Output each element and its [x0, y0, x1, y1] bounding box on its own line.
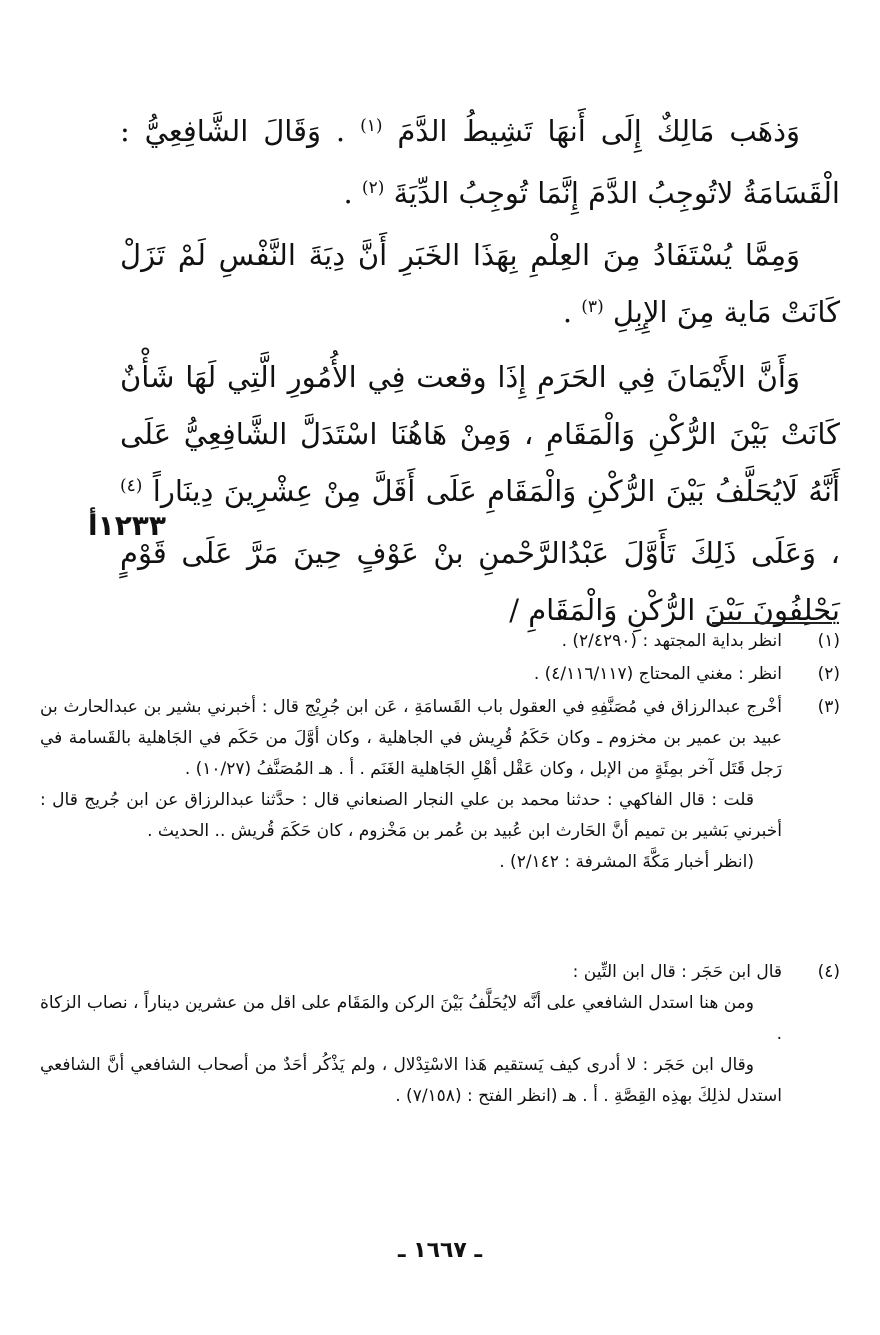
footnote-ref-1[interactable]: (١): [360, 116, 383, 136]
paragraph-3-text-b: ، وَعَلَى ذَلِكَ تَأَوَّلَ عَبْدُالرَّحْمنِ بنْ عَوْفٍ حِينَ مَرَّ عَلَى قَوْمٍ يَحْلِفُونَ بَيْنَ الرُّكْنِ وَالْمَقَامِ /: [120, 536, 840, 627]
page-number: ـ ١٦٦٧ ـ: [397, 1238, 483, 1263]
footnote-line: أخْرج عبدالرزاق في مُصَنَّفِهِ في العقول باب القَسامَةِ ، عَن ابن جُرِيْج قال : أخبرني بشير بن عبدالحارث بن عبيد بن عمير بن مخزوم ـ وكان حَكَمُ قُرِيش في الجاهلية ، وكان أوَّلَ من حَكَم في الجَاهلية بالقَسامة في رَجل قَتَل آخر بمِئَةٍ من الإبل ، وكان عَقْل أهْلِ الجَاهلية الغَنَم . أ . هـ المُصَنَّفُ (١٠/٢٧) .: [40, 697, 782, 779]
paragraph-1-text-a: وَذهَب مَالِكٌ إِلَى أَنهَا تَشِيطُ الدَّمَ: [397, 114, 801, 148]
footnote-line: ومن هنا استدل الشافعي على أنَّه لايُحَلَّفُ بَيْنَ الركن والمَقَام على اقل من عشرين ديناراً ، نصاب الزكاة .: [40, 993, 782, 1044]
paragraph-2: [120, 227, 840, 346]
paragraph-1: [120, 103, 840, 227]
footnote-2: [40, 659, 840, 690]
footnote-number: (٣): [817, 697, 840, 717]
footnote-line: (انظر أخبار مَكَّةَ المشرفة : ٢/١٤٢) .: [499, 852, 754, 872]
footnote-ref-2[interactable]: (٢): [361, 178, 385, 198]
footnote-line: قال ابن حَجَر : قال ابن التِّين :: [572, 962, 782, 982]
footnote-line: قلت : قال الفاكهي : حدثنا محمد بن علي النجار الصنعاني قال : حدَّثنا عبدالرزاق عن ابن جُريج قال : أخبرني بَشير بن تميم أنَّ الحَارث ابن عُبيد بن عُمر بن مَخْزوم ، كان حَكَمَ قُريش .. الحديث .: [40, 790, 782, 841]
manuscript-folio-marker: ١٢٣٣أ: [88, 509, 166, 542]
footnote-4: [40, 957, 840, 1112]
footnote-line: انظر بداية المجتهد : (٢/٤٢٩٠) .: [561, 631, 782, 651]
footnote-separator: [712, 622, 832, 624]
footnote-number: (١): [817, 631, 840, 651]
paragraph-3-text-a: وَأَنَّ الأَيْمَانَ فِي الحَرَمِ إِذَا وقعت فِي الأُمُورِ الَّتِي لَهَا شَأْنٌ كَانَتْ بَيْنَ الرُّكْنِ وَالْمَقَامِ ، وَمِنْ هَاهُنَا اسْتَدَلَّ الشَّافِعِيُّ عَلَى أَنَّهُ لَايُحَلَّفُ بَيْنَ الرُّكْنِ وَالْمَقَامِ عَلَى أَقَلَّ مِنْ عِشْرِينَ دِينَاراً: [120, 360, 841, 508]
footnote-number: (٢): [817, 664, 840, 684]
footnote-3: [40, 692, 840, 878]
footnote-line: انظر : مغني المحتاج (٤/١١٦/١١٧) .: [533, 664, 782, 684]
paragraph-1-text-b: . وَقَالَ الشَّافِعِيُّ : الْقَسَامَةُ لاتُوجِبُ الدَّمَ إِنَّمَا تُوجِبُ الدِّيَةَ: [120, 114, 840, 210]
paragraph-1-text-c: .: [343, 176, 353, 210]
footnote-ref-4[interactable]: (٤): [120, 476, 143, 496]
paragraph-3: [120, 349, 840, 639]
footnote-ref-3[interactable]: (٣): [581, 297, 604, 317]
footnote-number: (٤): [817, 962, 840, 982]
footnote-1: [40, 626, 840, 657]
footnote-line: وقال ابن حَجَر : لا أدرى كيف يَستقيم هَذا الاسْتِدْلال ، ولم يَذْكُر أحَدٌ من أصحاب الشافعي أنَّ الشافعي استدل لذلِكَ بهذِه القِصَّةِ . أ . هـ (انظر الفتح : (٧/١٥٨) .: [40, 1055, 782, 1106]
paragraph-2-text-b: .: [562, 295, 573, 329]
paragraph-2-text-a: وَمِمَّا يُسْتَفَادُ مِنَ العِلْمِ بِهَذَا الخَبَرِ أَنَّ دِيَةَ النَّفْسِ لَمْ تَزَلْ كَانَتْ مَاية مِنَ الإِبِلِ: [120, 238, 840, 329]
